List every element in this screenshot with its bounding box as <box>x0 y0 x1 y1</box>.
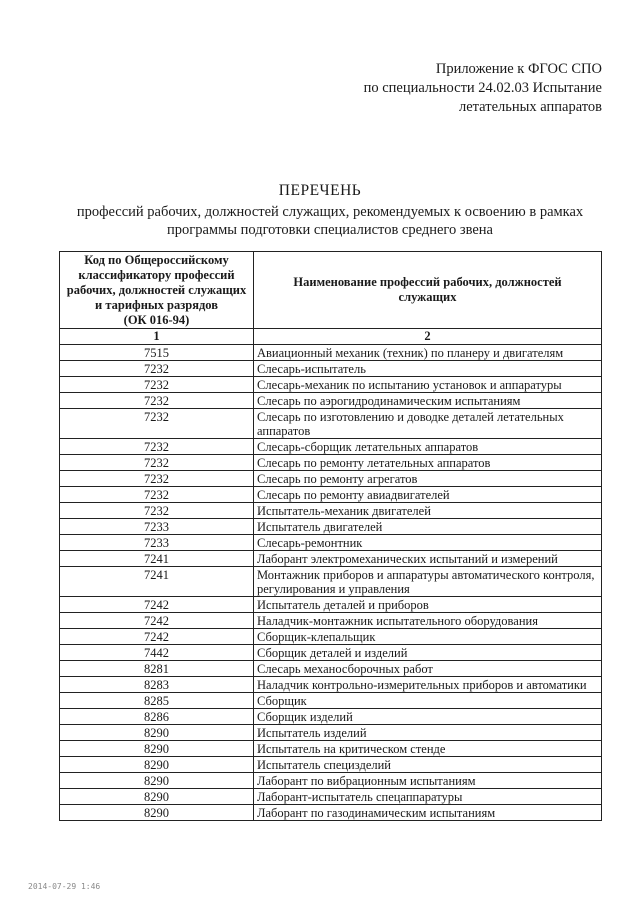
profession-code: 8290 <box>60 773 254 789</box>
header-code-line-5: (ОК 016-94) <box>123 312 190 327</box>
profession-code: 7233 <box>60 519 254 535</box>
profession-code: 8281 <box>60 661 254 677</box>
table-row <box>60 613 602 629</box>
appendix-line-3: летательных аппаратов <box>459 99 602 115</box>
profession-code: 8290 <box>60 757 254 773</box>
table-row <box>60 519 602 535</box>
document-subtitle <box>40 203 620 239</box>
profession-name: Слесарь по аэрогидродинамическим испытаниям <box>254 393 602 409</box>
profession-code: 7232 <box>60 455 254 471</box>
appendix-line-1: Приложение к ФГОС СПО <box>435 61 602 77</box>
table-row <box>60 503 602 519</box>
profession-code: 8290 <box>60 741 254 757</box>
profession-code: 7232 <box>60 487 254 503</box>
profession-code: 7233 <box>60 535 254 551</box>
table-row <box>60 393 602 409</box>
header-name <box>254 252 602 329</box>
table-row <box>60 725 602 741</box>
profession-name: Испытатель на критическом стенде <box>254 741 602 757</box>
profession-name: Авиационный механик (техник) по планеру и двигателям <box>254 345 602 361</box>
footer-mark: 2014-07-29 1:46 <box>28 882 101 891</box>
table-row <box>60 629 602 645</box>
table-row <box>60 597 602 613</box>
header-code-line-3: рабочих, должностей служащих <box>66 282 247 297</box>
profession-name: Лаборант по вибрационным испытаниям <box>254 773 602 789</box>
table-row <box>60 567 602 597</box>
profession-code: 7232 <box>60 393 254 409</box>
header-code-line-1: Код по Общероссийскому <box>84 252 229 267</box>
table-row <box>60 789 602 805</box>
profession-code: 7232 <box>60 471 254 487</box>
table-row <box>60 535 602 551</box>
table-row <box>60 757 602 773</box>
table-row <box>60 805 602 821</box>
profession-code: 7442 <box>60 645 254 661</box>
profession-code: 7242 <box>60 613 254 629</box>
profession-name: Сборщик деталей и изделий <box>254 645 602 661</box>
profession-name: Испытатель деталей и приборов <box>254 597 602 613</box>
header-code-line-2: классификатору профессий <box>78 267 235 282</box>
header-code-line-4: и тарифных разрядов <box>95 297 218 312</box>
profession-name: Испытатель специзделий <box>254 757 602 773</box>
professions-table <box>59 251 602 821</box>
table-row <box>60 551 602 567</box>
profession-code: 7232 <box>60 361 254 377</box>
table-row <box>60 645 602 661</box>
profession-code: 8285 <box>60 693 254 709</box>
table-row <box>60 693 602 709</box>
profession-name: Испытатель изделий <box>254 725 602 741</box>
table-header-row <box>60 252 602 329</box>
profession-code: 7241 <box>60 551 254 567</box>
profession-name: Слесарь по ремонту авиадвигателей <box>254 487 602 503</box>
profession-name: Сборщик <box>254 693 602 709</box>
profession-code: 8290 <box>60 805 254 821</box>
column-number-1: 1 <box>60 329 254 345</box>
table-row <box>60 709 602 725</box>
table-row <box>60 487 602 503</box>
profession-name: Слесарь по ремонту летательных аппаратов <box>254 455 602 471</box>
table-row <box>60 409 602 439</box>
profession-code: 7242 <box>60 629 254 645</box>
profession-name: Наладчик контрольно-измерительных приборов и автоматики <box>254 677 602 693</box>
profession-name: Наладчик-монтажник испытательного оборудования <box>254 613 602 629</box>
table-row <box>60 361 602 377</box>
profession-name: Лаборант по газодинамическим испытаниям <box>254 805 602 821</box>
table-row <box>60 455 602 471</box>
profession-name: Лаборант электромеханических испытаний и измерений <box>254 551 602 567</box>
appendix-line-2: по специальности 24.02.03 Испытание <box>363 80 602 96</box>
table-row <box>60 471 602 487</box>
profession-code: 8290 <box>60 725 254 741</box>
profession-code: 8290 <box>60 789 254 805</box>
column-number-row <box>60 329 602 345</box>
profession-code: 7242 <box>60 597 254 613</box>
profession-code: 7232 <box>60 439 254 455</box>
table-row <box>60 773 602 789</box>
profession-name: Слесарь-ремонтник <box>254 535 602 551</box>
table-row <box>60 377 602 393</box>
profession-name: Испытатель двигателей <box>254 519 602 535</box>
profession-code: 8286 <box>60 709 254 725</box>
appendix-note <box>364 60 602 117</box>
profession-code: 7232 <box>60 409 254 439</box>
profession-code: 7232 <box>60 503 254 519</box>
profession-name: Лаборант-испытатель спецаппаратуры <box>254 789 602 805</box>
table-row <box>60 677 602 693</box>
profession-code: 7241 <box>60 567 254 597</box>
profession-name: Испытатель-механик двигателей <box>254 503 602 519</box>
profession-name: Сборщик-клепальщик <box>254 629 602 645</box>
column-number-2: 2 <box>254 329 602 345</box>
table-row <box>60 345 602 361</box>
header-code <box>60 252 254 329</box>
profession-name: Монтажник приборов и аппаратуры автоматического контроля, регулирования и управления <box>254 567 602 597</box>
profession-code: 7232 <box>60 377 254 393</box>
document-title: ПЕРЕЧЕНЬ <box>278 182 362 199</box>
profession-name: Слесарь-сборщик летательных аппаратов <box>254 439 602 455</box>
profession-name: Сборщик изделий <box>254 709 602 725</box>
table-row <box>60 439 602 455</box>
header-name-line-2: служащих <box>398 290 457 304</box>
profession-name: Слесарь-механик по испытанию установок и аппаратуры <box>254 377 602 393</box>
profession-name: Слесарь-испытатель <box>254 361 602 377</box>
table-row <box>60 661 602 677</box>
profession-name: Слесарь по изготовлению и доводке деталей летательных аппаратов <box>254 409 602 439</box>
subtitle-line-1: профессий рабочих, должностей служащих, рекомендуемых к освоению в рамках <box>76 204 584 220</box>
header-name-line-1: Наименование профессий рабочих, должностей <box>293 275 562 289</box>
table-row <box>60 741 602 757</box>
profession-name: Слесарь механосборочных работ <box>254 661 602 677</box>
subtitle-line-2: программы подготовки специалистов среднего звена <box>167 222 493 238</box>
profession-code: 8283 <box>60 677 254 693</box>
profession-code: 7515 <box>60 345 254 361</box>
profession-name: Слесарь по ремонту агрегатов <box>254 471 602 487</box>
